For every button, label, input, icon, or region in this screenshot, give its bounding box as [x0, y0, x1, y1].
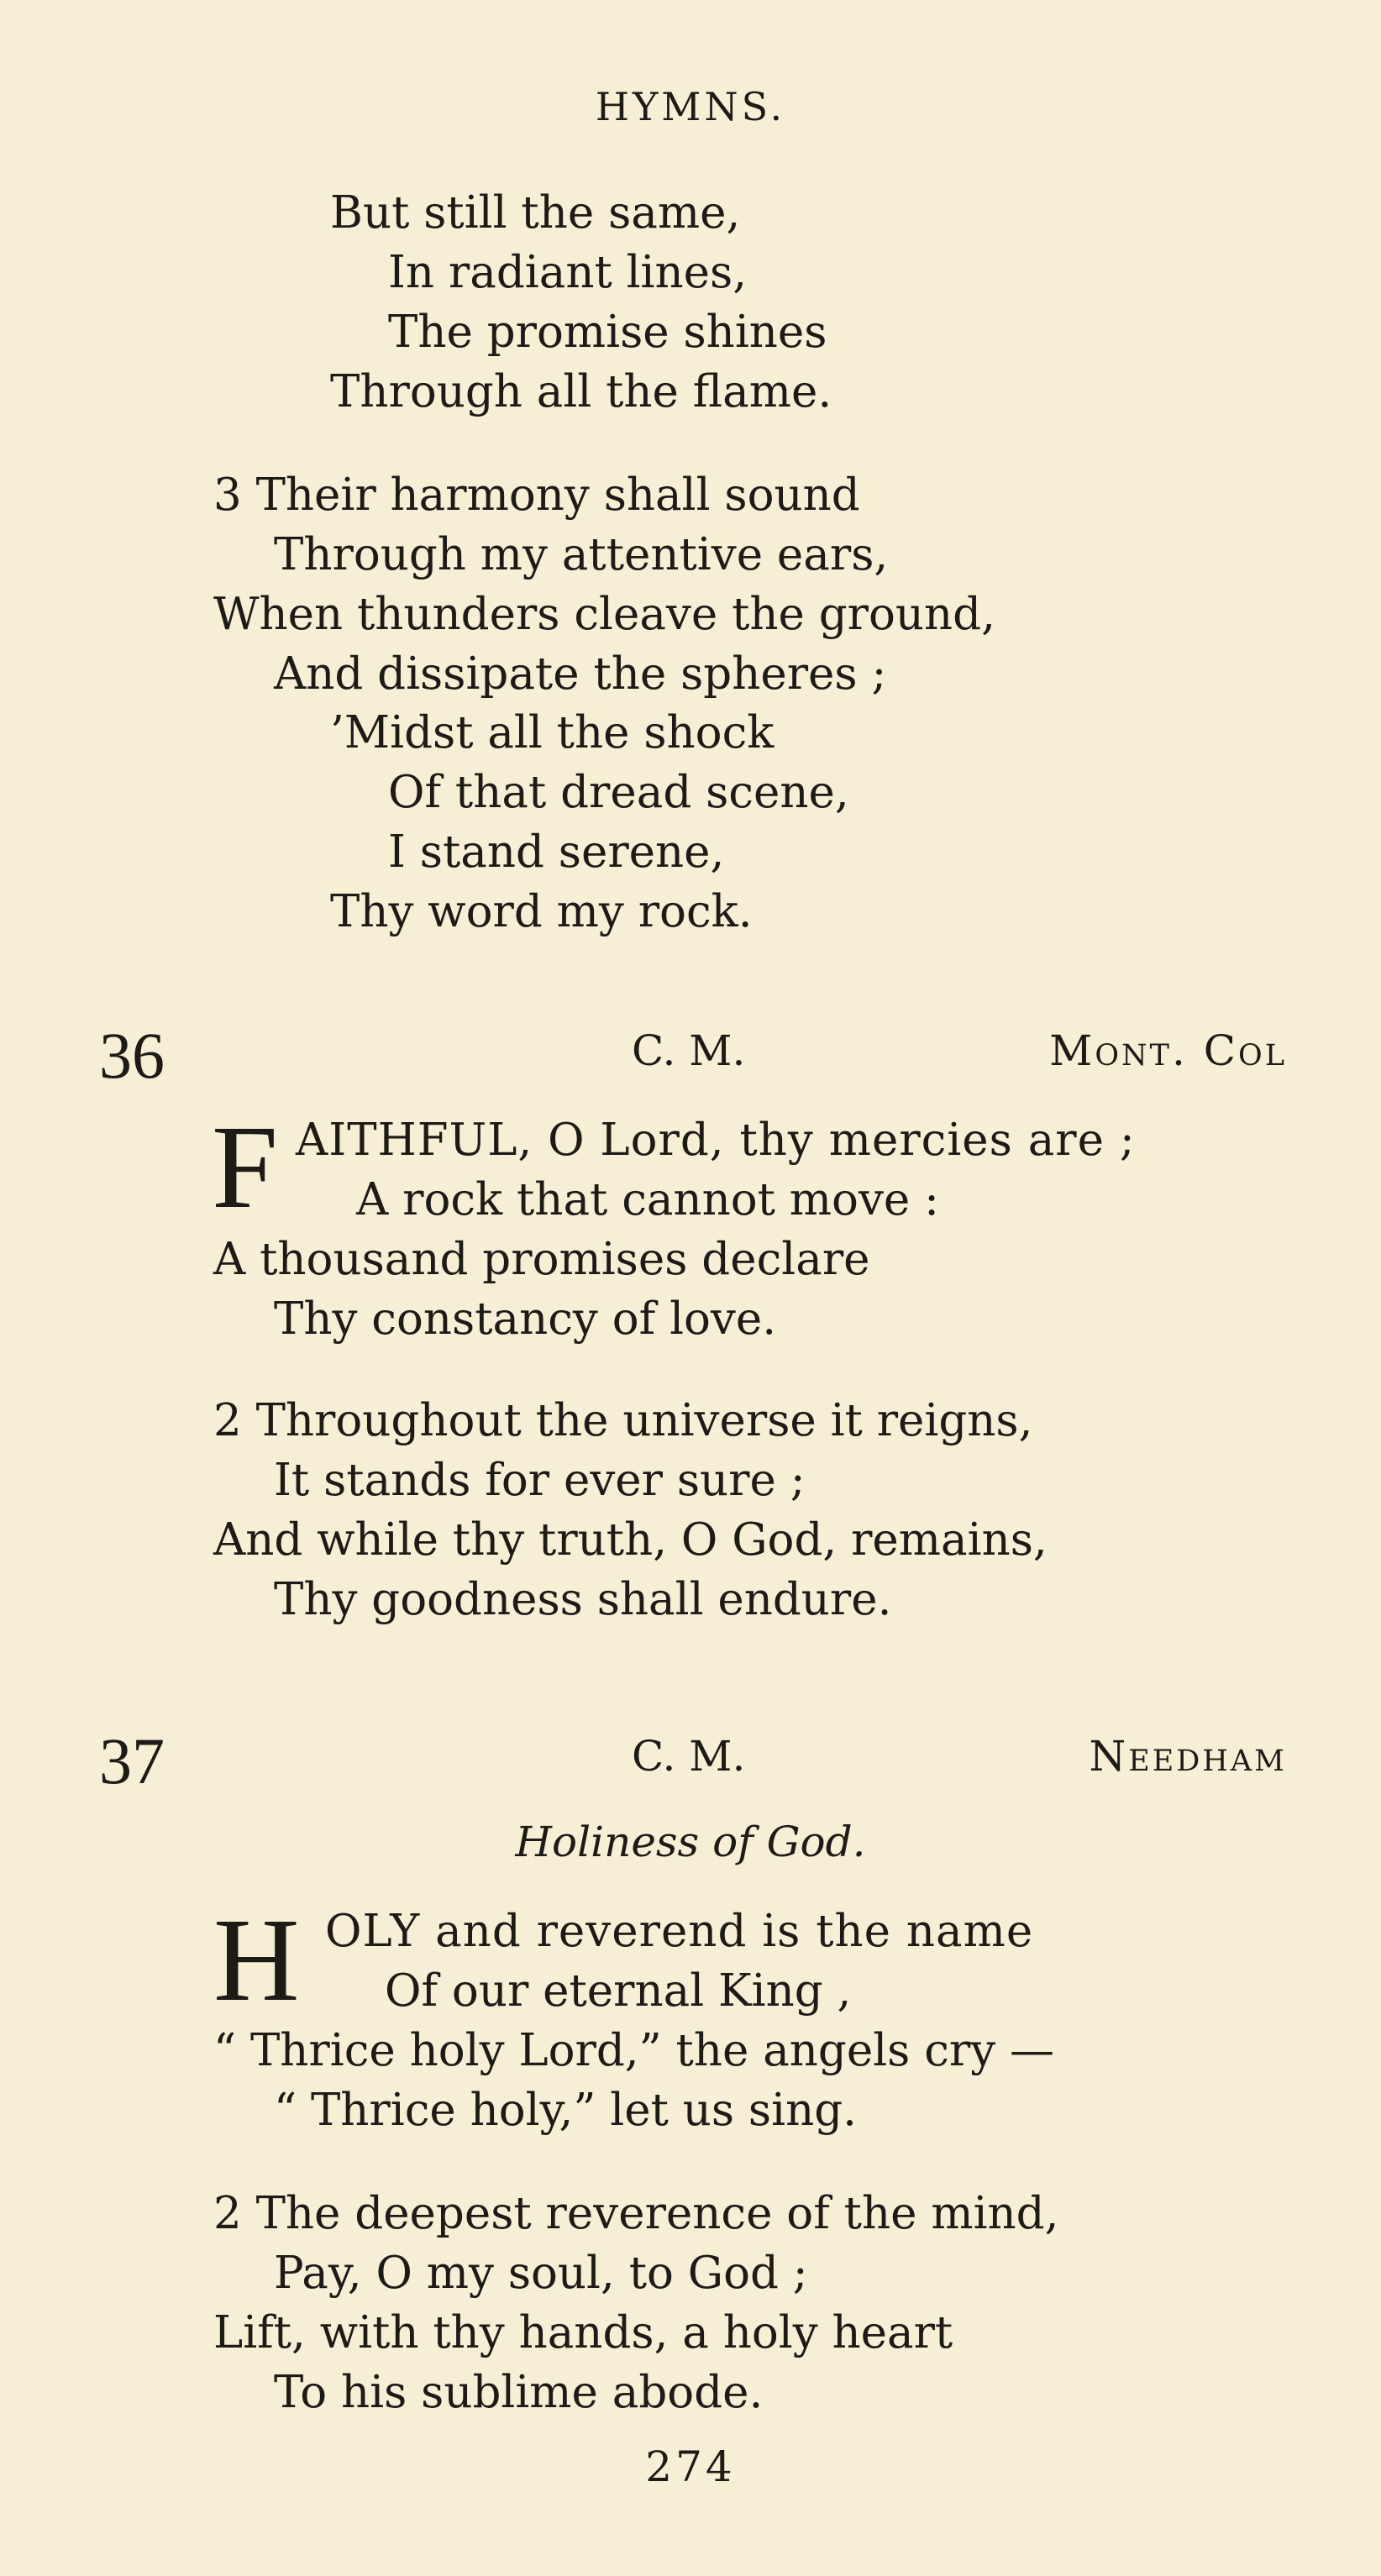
hymn-meter: C. M.: [632, 1026, 746, 1075]
verse-line: OLY and reverend is the name: [325, 1906, 1034, 1957]
verse-line: Of our eternal King ,: [385, 1965, 852, 2017]
verse-line: When thunders cleave the ground,: [213, 589, 995, 640]
running-head: HYMNS.: [595, 84, 786, 129]
verse-line: But still the same,: [330, 187, 741, 239]
verse-line: 2 The deepest reverence of the mind,: [213, 2188, 1059, 2239]
verse-line: AITHFUL, O Lord, thy mercies are ;: [296, 1115, 1136, 1166]
verse-line: In radiant lines,: [388, 247, 748, 298]
hymn-number: 36: [99, 1019, 165, 1092]
tune-name: Needham: [1089, 1732, 1287, 1781]
verse-line: Lift, with thy hands, a holy heart: [213, 2307, 953, 2358]
verse-line: And while thy truth, O God, remains,: [213, 1514, 1048, 1566]
verse-line: Through my attentive ears,: [274, 529, 889, 580]
hymn-meter: C. M.: [632, 1732, 746, 1781]
tune-name: Mont. Col: [1049, 1026, 1287, 1075]
verse-line: 3 Their harmony shall sound: [213, 470, 860, 521]
verse-line: Pay, O my soul, to God ;: [274, 2248, 808, 2299]
verse-line: ’Midst all the shock: [330, 707, 775, 758]
drop-cap: H: [213, 1893, 300, 2026]
verse-line: It stands for ever sure ;: [274, 1455, 806, 1506]
verse-line: A thousand promises declare: [213, 1234, 870, 1285]
verse-line: “ Thrice holy,” let us sing.: [274, 2085, 857, 2136]
hymn-subtitle: Holiness of God.: [515, 1818, 866, 1866]
verse-line: Thy word my rock.: [330, 886, 753, 937]
verse-line: 2 Throughout the universe it reigns,: [213, 1395, 1033, 1446]
hymn-number: 37: [99, 1724, 165, 1797]
verse-line: And dissipate the spheres ;: [274, 648, 887, 700]
page-number: 274: [645, 2442, 736, 2491]
verse-line: Thy constancy of love.: [274, 1293, 777, 1345]
drop-cap: F: [212, 1100, 278, 1233]
verse-line: A rock that cannot move :: [356, 1174, 939, 1225]
verse-line: “ Thrice holy Lord,” the angels cry —: [213, 2025, 1055, 2076]
verse-line: Through all the flame.: [330, 366, 832, 417]
verse-line: To his sublime abode.: [274, 2367, 764, 2418]
verse-line: Thy goodness shall endure.: [274, 1574, 892, 1625]
verse-line: I stand serene,: [388, 826, 725, 878]
verse-line: Of that dread scene,: [388, 767, 849, 818]
verse-line: The promise shines: [388, 307, 827, 358]
